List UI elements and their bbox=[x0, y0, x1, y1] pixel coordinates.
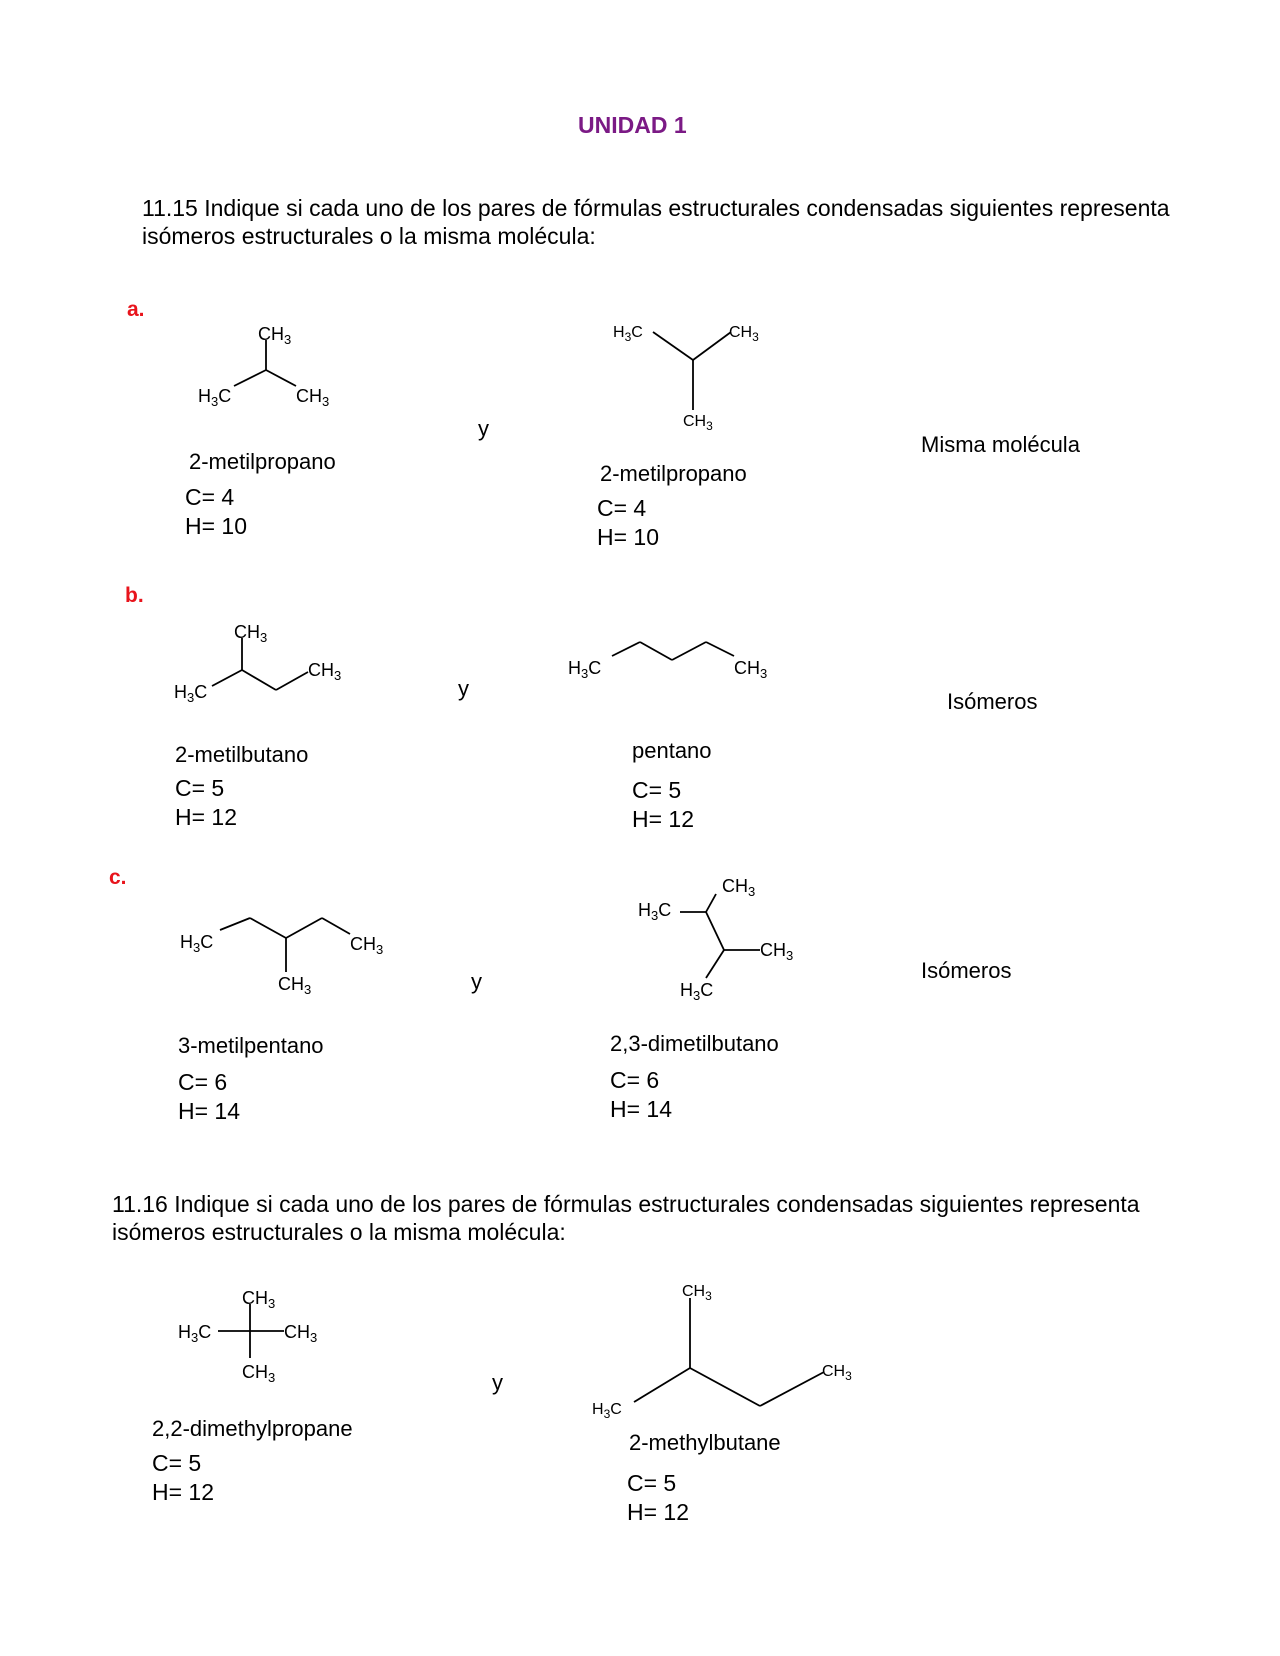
connector-y-b: y bbox=[458, 676, 469, 701]
formula-label: $CH_3$ bbox=[760, 940, 794, 963]
item-c-label: c. bbox=[109, 866, 127, 889]
item-a-label: a. bbox=[127, 298, 145, 321]
formula-label: $CH_3$ bbox=[296, 386, 330, 409]
molecule-2-metilbutano bbox=[172, 618, 362, 708]
left-carbon-a: C= 4 bbox=[185, 484, 235, 510]
formula-label: $CH_3$ bbox=[234, 622, 268, 645]
left-name-q2: 2,2-dimethylpropane bbox=[152, 1416, 353, 1441]
left-carbon-b: C= 5 bbox=[175, 775, 225, 801]
molecule-2-methylbutane bbox=[592, 1280, 872, 1420]
left-name-c: 3-metilpentano bbox=[178, 1033, 324, 1058]
answer-c: Isómeros bbox=[921, 958, 1012, 983]
formula-label: $H_3C$ bbox=[592, 1401, 622, 1421]
left-carbon-q2: C= 5 bbox=[152, 1450, 202, 1476]
left-hydrogen-c: H= 14 bbox=[178, 1098, 241, 1124]
right-name-b: pentano bbox=[632, 738, 712, 763]
connector-y-c: y bbox=[471, 969, 482, 994]
formula-label: $CH_3$ bbox=[729, 324, 759, 344]
formula-label: $CH_3$ bbox=[258, 324, 292, 347]
left-name-b: 2-metilbutano bbox=[175, 742, 309, 767]
molecule-3-metilpentano bbox=[178, 906, 408, 1001]
question-11-16: 11.16 Indique si cada uno de los pares de fórmulas estructurales condensadas siguientes representa isómeros estructurales o la misma molécula: bbox=[112, 1191, 1140, 1245]
question-11-15: 11.15 Indique si cada uno de los pares de fórmulas estructurales condensadas siguientes representa isómeros estructurales o la misma molécula: bbox=[142, 195, 1170, 249]
right-carbon-b: C= 5 bbox=[632, 777, 682, 803]
formula-label: $CH_3$ bbox=[242, 1288, 276, 1311]
right-name-q2: 2-methylbutane bbox=[629, 1430, 781, 1455]
formula-label: $H_3C$ bbox=[568, 658, 602, 681]
formula-label: $H_3C$ bbox=[174, 682, 208, 705]
molecule-pentano bbox=[566, 632, 796, 682]
right-carbon-q2: C= 5 bbox=[627, 1470, 677, 1496]
right-hydrogen-a: H= 10 bbox=[597, 524, 660, 550]
left-hydrogen-b: H= 12 bbox=[175, 804, 238, 830]
formula-label: $H_3C$ bbox=[198, 386, 232, 409]
formula-label: $CH_3$ bbox=[822, 1363, 852, 1383]
formula-label: $H_3C$ bbox=[180, 932, 214, 955]
formula-label: $CH_3$ bbox=[284, 1322, 318, 1345]
formula-label: $CH_3$ bbox=[242, 1362, 276, 1385]
molecule-2-metilpropano-right bbox=[605, 318, 775, 433]
left-hydrogen-a: H= 10 bbox=[185, 513, 248, 539]
right-name-a: 2-metilpropano bbox=[600, 461, 747, 486]
formula-label: $H_3C$ bbox=[178, 1322, 212, 1345]
right-hydrogen-q2: H= 12 bbox=[627, 1499, 690, 1525]
left-name-a: 2-metilpropano bbox=[189, 449, 336, 474]
connector-y-q2: y bbox=[492, 1370, 503, 1395]
formula-label: $CH_3$ bbox=[683, 413, 713, 433]
answer-b: Isómeros bbox=[947, 689, 1038, 714]
item-b-label: b. bbox=[125, 584, 144, 607]
formula-label: $H_3C$ bbox=[680, 980, 714, 1003]
answer-a: Misma molécula bbox=[921, 432, 1080, 457]
connector-y-a: y bbox=[478, 416, 489, 441]
right-carbon-a: C= 4 bbox=[597, 495, 647, 521]
formula-label: $CH_3$ bbox=[350, 934, 384, 957]
page-title: UNIDAD 1 bbox=[578, 112, 687, 138]
molecule-2-2-dimethylpropane bbox=[176, 1280, 356, 1390]
formula-label: $CH_3$ bbox=[722, 876, 756, 899]
molecule-2-3-dimetilbutano bbox=[636, 872, 836, 1012]
right-hydrogen-b: H= 12 bbox=[632, 806, 695, 832]
formula-label: $H_3C$ bbox=[638, 900, 672, 923]
right-name-c: 2,3-dimetilbutano bbox=[610, 1031, 779, 1056]
left-carbon-c: C= 6 bbox=[178, 1069, 228, 1095]
formula-label: $CH_3$ bbox=[278, 974, 312, 997]
formula-label: $CH_3$ bbox=[734, 658, 768, 681]
formula-label: $H_3C$ bbox=[613, 324, 643, 344]
right-carbon-c: C= 6 bbox=[610, 1067, 660, 1093]
right-hydrogen-c: H= 14 bbox=[610, 1096, 673, 1122]
left-hydrogen-q2: H= 12 bbox=[152, 1479, 215, 1505]
molecule-2-metilpropano-left bbox=[190, 318, 350, 413]
formula-label: $CH_3$ bbox=[682, 1283, 712, 1303]
formula-label: $CH_3$ bbox=[308, 660, 342, 683]
